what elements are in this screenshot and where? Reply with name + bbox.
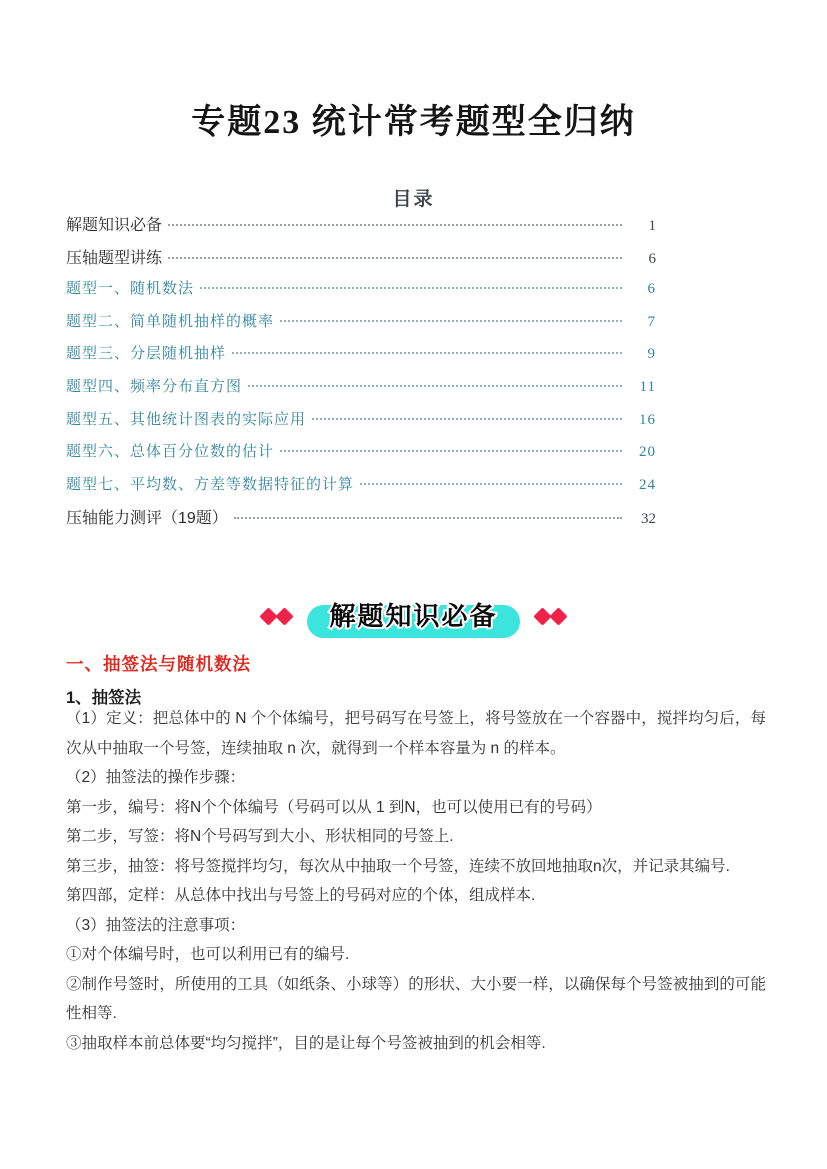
toc-entry-type5[interactable] [66, 408, 656, 441]
body-paragraph: （3）抽签法的注意事项： [66, 916, 246, 934]
body-paragraph: ②制作号签时，所使用的工具（如纸条、小球等）的形状、大小要一样，以确保每个号签被抽到的可能性相等. [66, 975, 766, 1022]
toc-entry-type6[interactable] [66, 440, 656, 473]
toc-dot-leader [360, 483, 622, 485]
toc-entry-label: 题型一、随机数法 [66, 281, 195, 298]
toc-entry-question-types[interactable] [66, 245, 656, 278]
toc-dot-leader [312, 418, 622, 420]
toc-entry-label: 题型六、总体百分位数的估计 [66, 444, 275, 461]
toc-entry-label: 压轴题型讲练 [66, 249, 163, 267]
body-paragraph: （1）定义：把总体中的 N 个个体编号，把号码写在号签上，将号签放在一个容器中，搅拌均匀后，每次从中抽取一个号签，连续抽取 n 次，就得到一个样本容量为 n 的样本。 [66, 710, 766, 757]
toc-page-number: 9 [647, 346, 656, 363]
toc-dot-leader [168, 224, 622, 226]
body-content [66, 704, 766, 1058]
diamond-decoration-right [536, 610, 565, 623]
body-paragraph: 第三步，抽签：将号签搅拌均匀，每次从中抽取一个号签，连续不放回地抽取n次，并记录其编号. [66, 857, 730, 875]
toc-dot-leader [232, 352, 622, 354]
toc-page-number: 6 [648, 250, 656, 267]
toc-entry-label: 题型五、其他统计图表的实际应用 [66, 411, 307, 428]
toc-heading: 目录 [392, 189, 435, 210]
body-paragraph: 第二步，写签：将N个号码写到大小、形状相同的号签上. [66, 828, 454, 845]
toc-page-number: 20 [639, 444, 656, 461]
toc-page-number: 32 [641, 511, 656, 528]
toc-dot-leader [280, 320, 622, 322]
toc-entry-knowledge[interactable] [66, 212, 656, 245]
toc-entry-type7[interactable] [66, 473, 656, 506]
toc-page-number: 11 [639, 378, 656, 395]
section-heading: 一、抽签法与随机数法 [66, 654, 251, 674]
body-paragraph: （2）抽签法的操作步骤： [66, 769, 246, 786]
toc-dot-leader [168, 257, 622, 259]
toc-dot-leader [248, 385, 622, 387]
subsection-heading: 1、抽签法 [66, 689, 142, 707]
toc-page-number: 16 [639, 411, 656, 428]
toc-dot-leader [280, 450, 622, 452]
toc-page-number: 24 [639, 476, 656, 493]
banner-pill [307, 600, 519, 638]
toc-entry-type1[interactable] [66, 277, 656, 310]
banner-title: 解题知识必备 [329, 600, 498, 631]
toc-dot-leader [200, 287, 622, 289]
toc-entry-label: 压轴能力测评（19题） [66, 510, 228, 528]
toc-page-number: 1 [648, 218, 656, 234]
toc-entry-label: 题型四、频率分布直方图 [66, 378, 243, 395]
knowledge-section-banner [0, 592, 827, 640]
toc-page-number: 7 [647, 313, 656, 330]
body-paragraph: 第四部，定样：从总体中找出与号签上的号码对应的个体，组成样本. [66, 887, 536, 904]
toc-entry-type4[interactable] [66, 375, 656, 408]
table-of-contents [66, 212, 656, 538]
diamond-icon [276, 607, 294, 625]
body-paragraph: 第一步，编号：将N个个体编号（号码可以从 1 到N，也可以使用已有的号码） [66, 798, 602, 816]
page-title: 专题23 统计常考题型全归纳 [191, 104, 636, 141]
toc-entry-type2[interactable] [66, 310, 656, 343]
toc-entry-ability-test[interactable] [66, 505, 656, 538]
toc-entry-label: 题型七、平均数、方差等数据特征的计算 [66, 476, 355, 493]
toc-dot-leader [234, 517, 622, 519]
toc-page-number: 6 [647, 281, 656, 298]
toc-entry-type3[interactable] [66, 342, 656, 375]
diamond-icon [549, 607, 567, 625]
diamond-icon [533, 607, 551, 625]
body-paragraph: ①对个体编号时，也可以利用已有的编号. [66, 946, 350, 963]
diamond-decoration-left [262, 610, 291, 623]
body-paragraph: ③抽取样本前总体要“均匀搅拌”，目的是让每个号签被抽到的机会相等. [66, 1034, 546, 1052]
toc-entry-label: 解题知识必备 [66, 217, 163, 234]
toc-entry-label: 题型三、分层随机抽样 [66, 346, 227, 363]
toc-entry-label: 题型二、简单随机抽样的概率 [66, 313, 275, 330]
